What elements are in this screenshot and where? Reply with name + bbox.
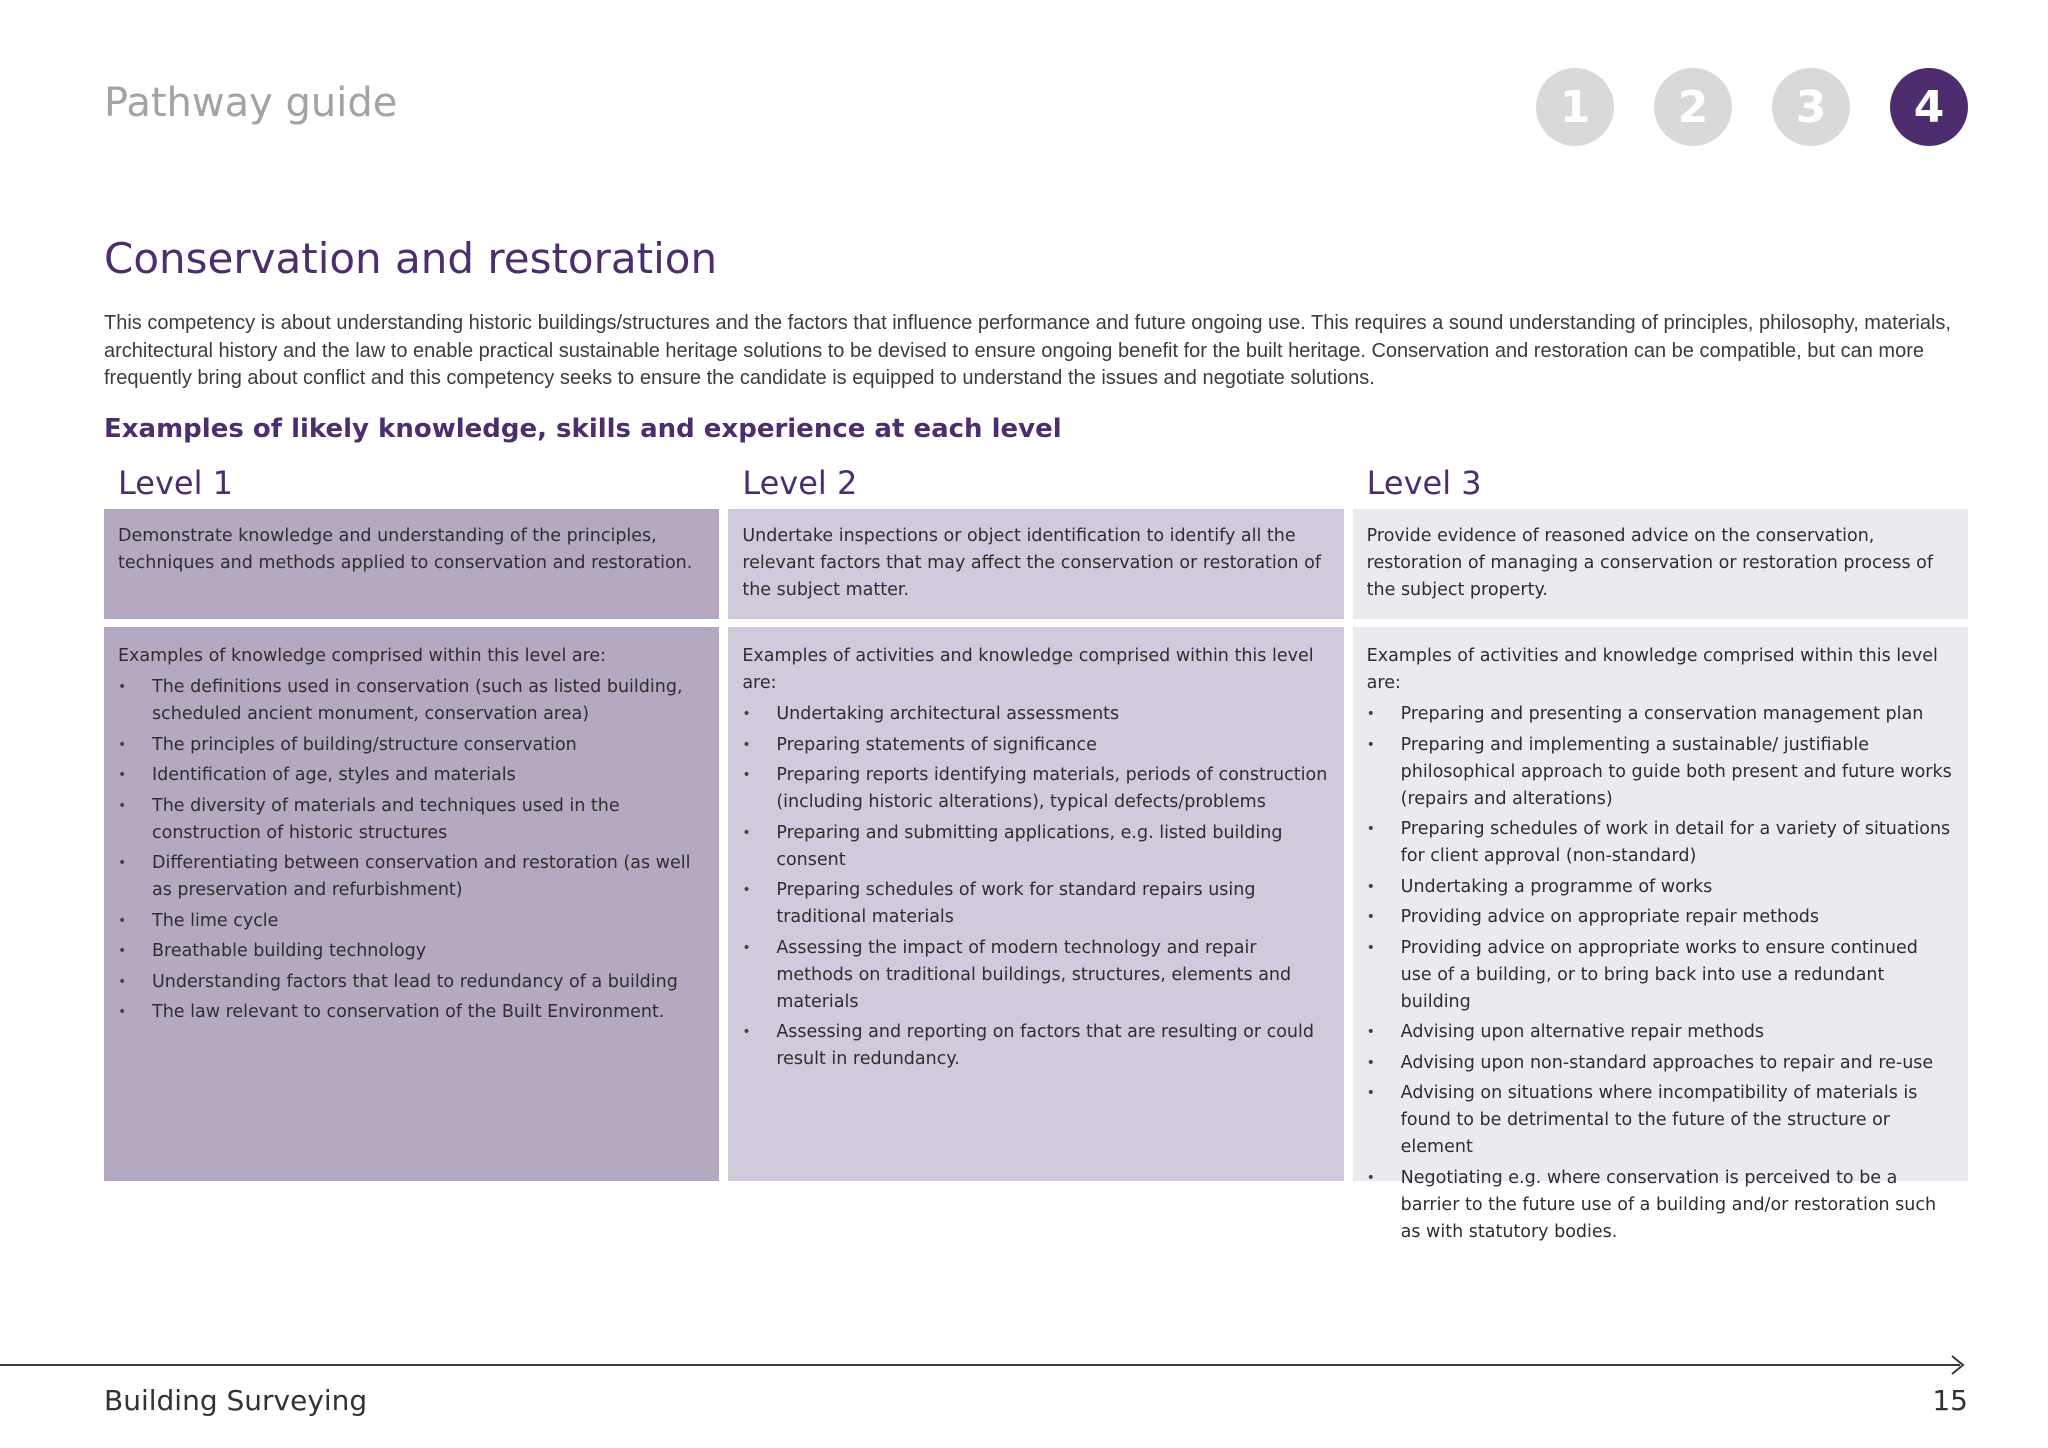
list-item: • Breathable building technology (118, 938, 705, 965)
list-item: • Preparing schedules of work for standard repairs using traditional materials (742, 877, 1329, 931)
list-item: • Advising on situations where incompatibility of materials is found to be detrimental to the future of the structure or element (1367, 1080, 1954, 1161)
section-title: Conservation and restoration (104, 234, 718, 283)
list-item: • Identification of age, styles and materials (118, 762, 705, 789)
list-item: • The definitions used in conservation (such as listed building, scheduled ancient monument, conservation area) (118, 674, 705, 728)
list-item: • Providing advice on appropriate works to ensure continued use of a building, or to bring back into use a redundant building (1367, 935, 1954, 1016)
step-2-button[interactable]: 2 (1654, 68, 1732, 146)
page-number: 15 (1932, 1384, 1968, 1417)
list-item: • Providing advice on appropriate repair methods (1367, 904, 1954, 931)
level-2-column (728, 458, 1343, 1181)
levels-table (104, 458, 1968, 1242)
list-item: • The law relevant to conservation of the Built Environment. (118, 999, 705, 1026)
list-item: • Understanding factors that lead to redundancy of a building (118, 969, 705, 996)
list-item: • Preparing and submitting applications, e.g. listed building consent (742, 820, 1329, 874)
arrow-right-icon (1948, 1354, 1968, 1376)
level-3-column (1353, 458, 1968, 1242)
level-2-list (742, 701, 1329, 1073)
list-item: • The principles of building/structure conservation (118, 732, 705, 759)
level-1-summary: Demonstrate knowledge and understanding of the principles, techniques and methods applied to conservation and restoration. (104, 509, 719, 619)
level-1-examples-intro: Examples of knowledge comprised within this level are: (118, 646, 607, 666)
list-item: • Advising upon non-standard approaches to repair and re-use (1367, 1050, 1954, 1077)
list-item: • Preparing statements of significance (742, 732, 1329, 759)
footer-document-title: Building Surveying (104, 1384, 368, 1417)
level-3-label: Level 3 (1366, 464, 1482, 502)
list-item: • Negotiating e.g. where conservation is perceived to be a barrier to the future use of a building and/or restoration such as with statutory bodies. (1367, 1165, 1954, 1246)
list-item: • Assessing and reporting on factors that are resulting or could result in redundancy. (742, 1019, 1329, 1073)
level-3-examples (1353, 627, 1968, 1242)
levels-subheading: Examples of likely knowledge, skills and experience at each level (104, 414, 1062, 444)
level-3-list (1367, 701, 1954, 1246)
level-3-summary: Provide evidence of reasoned advice on the conservation, restoration of managing a conservation or restoration process of the subject property. (1353, 509, 1968, 619)
list-item: • Preparing and presenting a conservation management plan (1367, 701, 1954, 728)
level-1-column (104, 458, 719, 1181)
list-item: • Preparing schedules of work in detail for a variety of situations for client approval (non-standard) (1367, 816, 1954, 870)
level-2-label: Level 2 (742, 464, 858, 502)
list-item: • Undertaking a programme of works (1367, 874, 1954, 901)
list-item: • The diversity of materials and techniques used in the construction of historic structures (118, 793, 705, 847)
step-navigation (1536, 68, 1968, 146)
level-1-examples (104, 627, 719, 1181)
section-intro: This competency is about understanding historic buildings/structures and the factors that influence performance and future ongoing use. This requires a sound understanding of principles, philosophy, materials, architectural history and the law to enable practical sustainable heritage solutions to be devised to ensure ongoing benefit for the built heritage. Conservation and restoration can be compatible, but can more frequently bring about conflict and this competency seeks to ensure the candidate is equipped to understand the issues and negotiate solutions. (104, 312, 1951, 389)
step-4-button[interactable]: 4 (1890, 68, 1968, 146)
list-item: • Undertaking architectural assessments (742, 701, 1329, 728)
list-item: • Differentiating between conservation and restoration (as well as preservation and refurbishment) (118, 850, 705, 904)
list-item: • Preparing and implementing a sustainable/ justifiable philosophical approach to guide both present and future works (repairs and alterations) (1367, 732, 1954, 813)
step-1-button[interactable]: 1 (1536, 68, 1614, 146)
list-item: • Advising upon alternative repair methods (1367, 1019, 1954, 1046)
page-header-title: Pathway guide (104, 80, 398, 126)
list-item: • Preparing reports identifying materials, periods of construction (including historic alterations), typical defects/problems (742, 762, 1329, 816)
level-2-summary: Undertake inspections or object identification to identify all the relevant factors that may affect the conservation or restoration of the subject matter. (728, 509, 1343, 619)
level-1-list (118, 674, 705, 1026)
list-item: • The lime cycle (118, 908, 705, 935)
level-2-examples (728, 627, 1343, 1181)
level-2-examples-intro: Examples of activities and knowledge comprised within this level are: (742, 646, 1314, 693)
level-3-examples-intro: Examples of activities and knowledge comprised within this level are: (1366, 646, 1938, 693)
level-1-label: Level 1 (118, 464, 233, 502)
list-item: • Assessing the impact of modern technology and repair methods on traditional buildings, structures, elements and materials (742, 935, 1329, 1016)
step-3-button[interactable]: 3 (1772, 68, 1850, 146)
footer-divider (0, 1364, 1960, 1366)
